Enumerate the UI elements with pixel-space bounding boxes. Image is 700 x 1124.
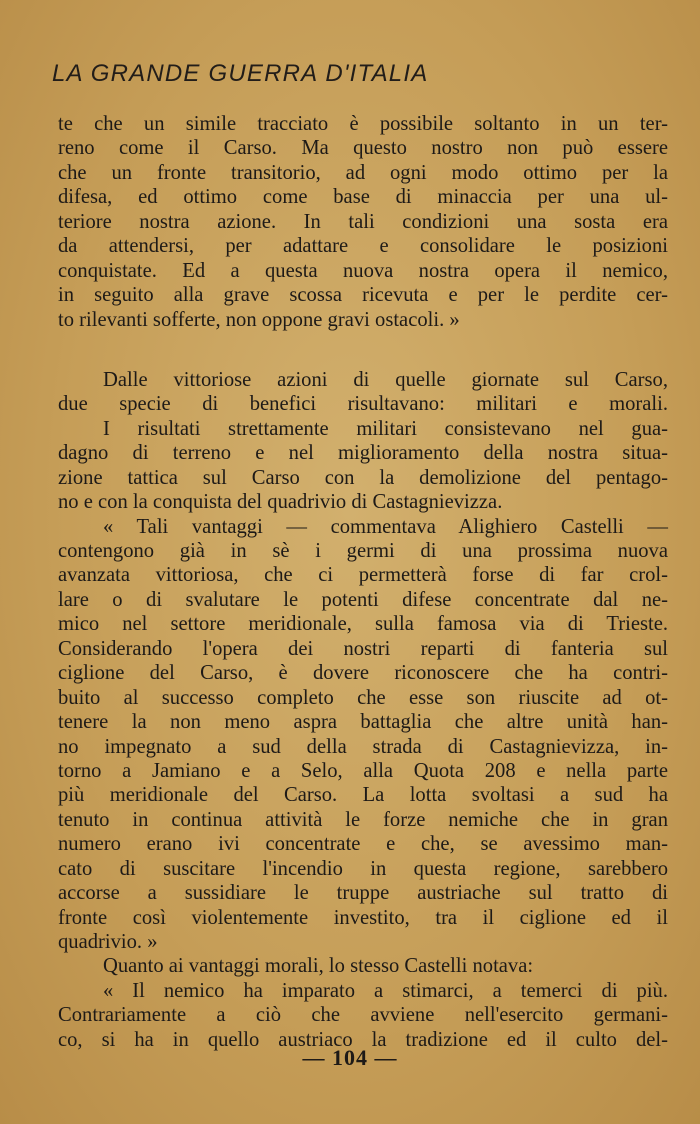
text-line: due specie di benefici risultavano: militari e morali. bbox=[58, 393, 668, 416]
paragraph bbox=[58, 368, 668, 417]
text-line: quadrivio. » bbox=[58, 931, 158, 953]
text-line: in seguito alla grave scossa ricevuta e per le perdite cer- bbox=[58, 284, 668, 307]
paragraph bbox=[58, 979, 668, 1052]
text-line: numero erano ivi concentrate e che, se avessimo man- bbox=[58, 833, 668, 856]
text-line: co, si ha in quello austriaco la tradizione ed il culto del- bbox=[58, 1028, 668, 1051]
text-line: I risultati strettamente militari consistevano nel gua- bbox=[103, 417, 668, 440]
text-line: fronte così violentemente investito, tra il ciglione ed il bbox=[58, 906, 668, 929]
page-number: — 104 — bbox=[302, 1045, 398, 1070]
text-line: difesa, ed ottimo come base di minaccia per una ul- bbox=[58, 186, 668, 209]
section-gap bbox=[58, 332, 668, 368]
paragraph bbox=[58, 112, 668, 332]
text-line: to rilevanti sofferte, non oppone gravi ostacoli. » bbox=[58, 308, 460, 331]
running-header: LA GRANDE GUERRA D'ITALIA bbox=[52, 60, 429, 87]
text-line: che un fronte transitorio, ad ogni modo ottimo per la bbox=[58, 161, 668, 184]
text-line: tenere la non meno aspra battaglia che altre unità han- bbox=[58, 711, 668, 734]
text-line: torno a Jamiano e a Selo, alla Quota 208 e nella parte bbox=[58, 759, 668, 782]
paragraph bbox=[58, 417, 668, 515]
text-line: ciglione del Carso, è dovere riconoscere che ha contri- bbox=[58, 662, 668, 685]
text-line: buito al successo completo che esse son riuscite ad ot- bbox=[58, 686, 668, 709]
text-line: Quanto ai vantaggi morali, lo stesso Castelli notava: bbox=[103, 955, 534, 978]
text-line: Contrariamente a ciò che avviene nell'esercito germani- bbox=[58, 1004, 668, 1027]
text-line: no impegnato a sud della strada di Castagnievizza, in- bbox=[58, 735, 668, 758]
text-line: reno come il Carso. Ma questo nostro non può essere bbox=[58, 137, 668, 160]
text-line: avanzata vittoriosa, che ci permetterà forse di far crol- bbox=[58, 564, 668, 587]
text-line: più meridionale del Carso. La lotta svoltasi a sud ha bbox=[58, 784, 668, 807]
page-body bbox=[58, 112, 668, 1052]
text-line: teriore nostra azione. In tali condizioni una sosta era bbox=[58, 210, 668, 233]
text-line: accorse a sussidiare le truppe austriache sul tratto di bbox=[58, 882, 668, 905]
text-line: lare o di svalutare le potenti difese concentrate dal ne- bbox=[58, 588, 668, 611]
text-line: Considerando l'opera dei nostri reparti di fanteria sul bbox=[58, 637, 668, 660]
text-line: no e con la conquista del quadrivio di Castagnievizza. bbox=[58, 491, 503, 514]
text-line: cato di suscitare l'incendio in questa regione, sarebbero bbox=[58, 857, 668, 880]
text-line: zione tattica sul Carso con la demolizione del pentago- bbox=[58, 466, 668, 489]
text-line: Dalle vittoriose azioni di quelle giornate sul Carso, bbox=[103, 368, 668, 391]
text-line: te che un simile tracciato è possibile soltanto in un ter- bbox=[58, 113, 668, 135]
text-line: tenuto in continua attività le forze nemiche che in gran bbox=[58, 808, 668, 831]
text-line: « Il nemico ha imparato a stimarci, a temerci di più. bbox=[103, 979, 668, 1002]
text-line: contengono già in sè i germi di una prossima nuova bbox=[58, 540, 668, 562]
text-line: « Tali vantaggi — commentava Alighiero Castelli — bbox=[103, 515, 668, 538]
text-line: da attendersi, per adattare e consolidare le posizioni bbox=[58, 235, 668, 258]
text-line: dagno di terreno e nel miglioramento della nostra situa- bbox=[58, 442, 668, 465]
text-line: mico nel settore meridionale, sulla famosa via di Trieste. bbox=[58, 613, 668, 636]
paragraph bbox=[58, 954, 668, 978]
paragraph bbox=[58, 515, 668, 955]
text-line: conquistate. Ed a questa nuova nostra opera il nemico, bbox=[58, 259, 668, 282]
